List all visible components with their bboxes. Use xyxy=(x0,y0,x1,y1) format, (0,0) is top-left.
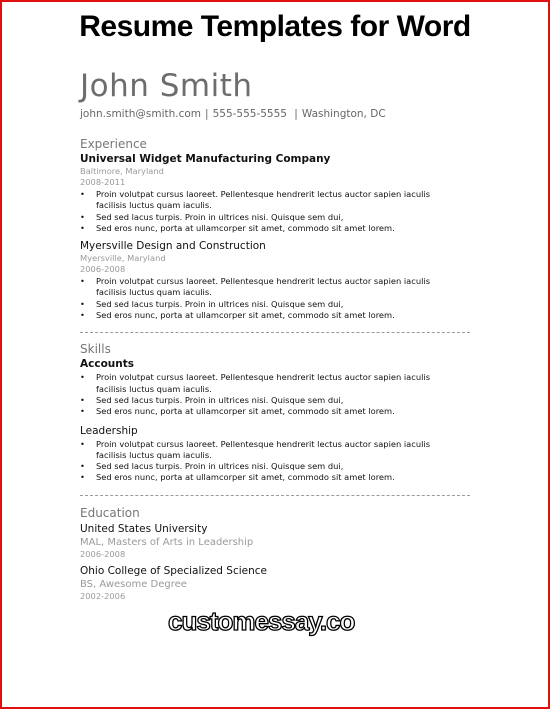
entry-dates: 2006-2008 xyxy=(80,264,126,275)
skill-name: Accounts xyxy=(80,358,135,371)
bullet-item: • Sed eros nunc, porta at ullamcorper sit amet, commodo sit amet lorem. xyxy=(80,406,456,417)
education-dates: 2006-2008 xyxy=(80,548,126,559)
entry-company: Myersville Design and Construction xyxy=(80,240,266,253)
entry-dates: 2008-2011 xyxy=(80,177,126,187)
experience-entry xyxy=(80,153,470,234)
bullet-item: • Proin volutpat cursus laoreet. Pellentesque hendrerit lectus auctor sapien iaculis facilisis luctus quam iaculis. xyxy=(80,276,456,299)
bullet-item: • Sed sed lacus turpis. Proin in ultrices nisi. Quisque sem dui, xyxy=(80,299,456,310)
entry-location: Baltimore, Maryland xyxy=(80,166,164,176)
section-title-experience: Experience xyxy=(80,137,147,151)
skill-entry xyxy=(80,425,470,484)
bullet-item: • Sed eros nunc, porta at ullamcorper sit amet, commodo sit amet lorem. xyxy=(80,310,456,321)
skill-entry xyxy=(80,358,470,417)
entry-company: Universal Widget Manufacturing Company xyxy=(80,153,331,165)
bullet-item: • Sed eros nunc, porta at ullamcorper sit amet, commodo sit amet lorem. xyxy=(80,472,456,483)
entry-location: Myersville, Maryland xyxy=(80,253,166,264)
section-title-skills: Skills xyxy=(80,342,111,357)
bullet-item: • Sed sed lacus turpis. Proin in ultrices nisi. Quisque sem dui, xyxy=(80,461,456,472)
education-degree: MAL, Masters of Arts in Leadership xyxy=(80,536,254,548)
bullet-item: • Sed sed lacus turpis. Proin in ultrices nisi. Quisque sem dui, xyxy=(80,212,456,223)
section-divider xyxy=(80,332,470,333)
bullet-item: • Proin volutpat cursus laoreet. Pellentesque hendrerit lectus auctor sapien iaculis facilisis luctus quam iaculis. xyxy=(80,372,456,395)
contact-email: john.smith@smith.com xyxy=(80,108,202,120)
bullet-list xyxy=(80,439,470,484)
bullet-list xyxy=(80,189,470,234)
banner-title: Resume Templates for Word xyxy=(79,10,471,43)
education-entry xyxy=(80,523,470,560)
education-school: Ohio College of Specialized Science xyxy=(80,564,267,577)
contact-phone: 555-555-5555 xyxy=(212,108,287,120)
contact-separator: | xyxy=(205,108,209,120)
education-school: United States University xyxy=(80,522,208,535)
bullet-item: • Sed eros nunc, porta at ullamcorper sit amet, commodo sit amet lorem. xyxy=(80,223,456,234)
bullet-list xyxy=(80,372,470,417)
resume-document xyxy=(80,66,470,602)
contact-line xyxy=(80,107,470,121)
resume-name: John Smith xyxy=(80,68,253,104)
education-dates: 2002-2006 xyxy=(80,590,126,601)
education-entry xyxy=(80,565,470,602)
bullet-item: • Proin volutpat cursus laoreet. Pellentesque hendrerit lectus auctor sapien iaculis facilisis luctus quam iaculis. xyxy=(80,189,456,212)
contact-separator: | xyxy=(290,108,298,120)
section-title-education: Education xyxy=(80,505,140,520)
education-degree: BS, Awesome Degree xyxy=(80,578,187,590)
watermark-text: customessay.co xyxy=(168,606,355,636)
skill-name: Leadership xyxy=(80,424,138,437)
bullet-item: • Proin volutpat cursus laoreet. Pellentesque hendrerit lectus auctor sapien iaculis facilisis luctus quam iaculis. xyxy=(80,439,456,462)
contact-location: Washington, DC xyxy=(301,108,386,120)
experience-entry xyxy=(80,240,470,321)
bullet-list xyxy=(80,276,470,321)
bullet-item: • Sed sed lacus turpis. Proin in ultrices nisi. Quisque sem dui, xyxy=(80,395,456,406)
section-divider xyxy=(80,495,470,496)
